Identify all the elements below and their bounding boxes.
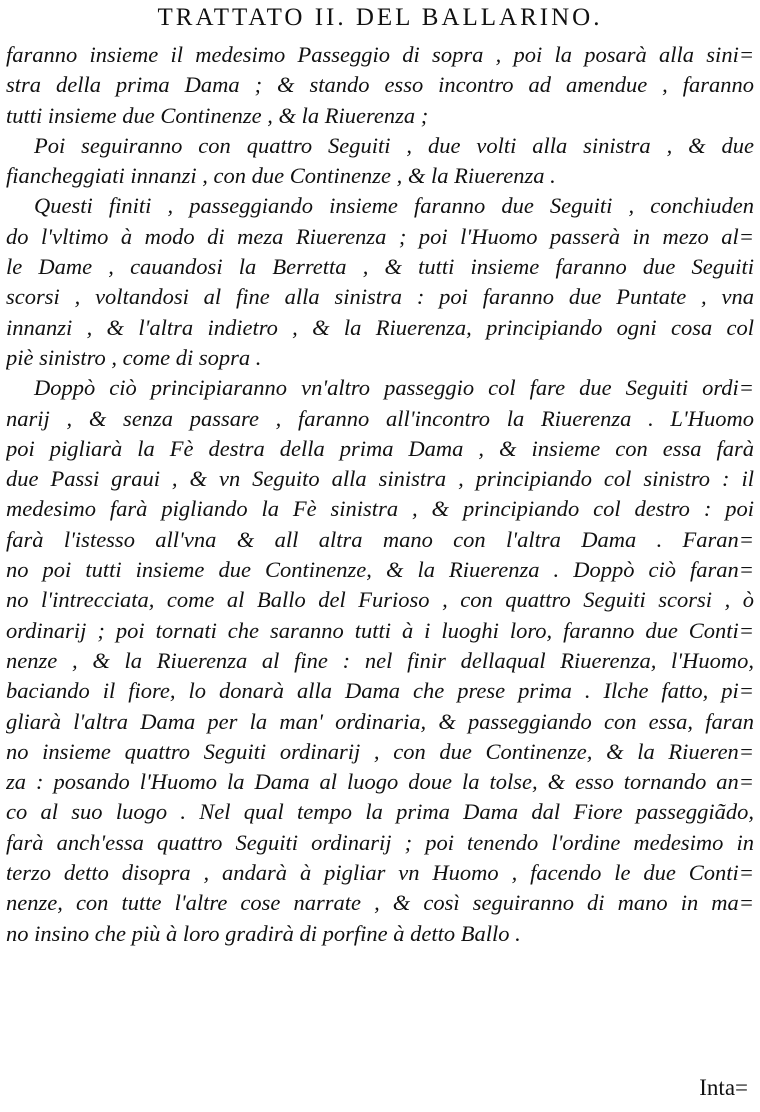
text-line: medesimo farà pigliando la Fè sinistra , & principiando col destro : poi: [6, 496, 754, 522]
text-line: due Passi graui , & vn Seguito alla sinistra , principiando col sinistro : il: [6, 466, 754, 492]
text-line: ordinarij ; poi tornati che saranno tutti à i luoghi loro, faranno due Conti=: [6, 617, 754, 643]
text-line: poi pigliarà la Fè destra della prima Dama , & insieme con essa farà: [6, 435, 754, 461]
text-line: baciando il fiore, lo donarà alla Dama che prese prima . Ilche fatto, pi=: [6, 678, 754, 704]
text-line: terzo detto disopra , andarà à pigliar vn Huomo , facendo le due Conti=: [6, 860, 754, 886]
text-line: nenze, con tutte l'altre cose narrate , & così seguiranno di mano in ma=: [6, 890, 754, 916]
text-line: co al suo luogo . Nel qual tempo la prima Dama dal Fiore passeggiãdo,: [6, 799, 754, 825]
text-line: Questi finiti , passeggiando insieme faranno due Seguiti , conchiuden: [34, 193, 754, 219]
text-line: farà l'istesso all'vna & all altra mano con l'altra Dama . Faran=: [6, 526, 754, 552]
text-line: stra della prima Dama ; & stando esso incontro ad amendue , faranno: [6, 72, 754, 98]
catchword: Inta=: [699, 1075, 748, 1100]
running-header: TRATTATO II. DEL BALLARINO.: [157, 4, 603, 31]
text-line: Poi seguiranno con quattro Seguiti , due volti alla sinistra , & due: [34, 132, 754, 158]
text-line: gliarà l'altra Dama per la man' ordinaria, & passeggiando con essa, faran: [6, 708, 754, 734]
text-line: scorsi , voltandosi al fine alla sinistra : poi faranno due Puntate , vna: [6, 284, 754, 310]
text-line: no l'intrecciata, come al Ballo del Furioso , con quattro Seguiti scorsi , ò: [6, 587, 754, 613]
text-line: narij , & senza passare , faranno all'incontro la Riuerenza . L'Huomo: [6, 405, 754, 431]
text-line: Doppò ciò principiaranno vn'altro passeggio col fare due Seguiti ordi=: [34, 375, 754, 401]
text-line: faranno insieme il medesimo Passeggio di sopra , poi la posarà alla sini=: [6, 42, 754, 67]
text-line: no poi tutti insieme due Continenze, & la Riuerenza . Doppò ciò faran=: [6, 557, 754, 583]
text-line: nenze , & la Riuerenza al fine : nel finir dellaqual Riuerenza, l'Huomo,: [6, 647, 754, 673]
text-line: farà anch'essa quattro Seguiti ordinarij ; poi tenendo l'ordine medesimo in: [6, 829, 754, 855]
text-line: innanzi , & l'altra indietro , & la Riuerenza, principiando ogni cosa col: [6, 314, 754, 340]
text-line: fiancheggiati innanzi , con due Continenze , & la Riuerenza .: [6, 163, 556, 189]
text-line: tutti insieme due Continenze , & la Riuerenza ;: [6, 102, 429, 128]
text-line: do l'vltimo à modo di meza Riuerenza ; poi l'Huomo passerà in mezo al=: [6, 223, 754, 249]
text-block: [6, 40, 754, 949]
text-line: le Dame , cauandosi la Berretta , & tutti insieme faranno due Seguiti: [6, 254, 754, 280]
text-line: no insieme quattro Seguiti ordinarij , con due Continenze, & la Riueren=: [6, 738, 754, 764]
text-line: piè sinistro , come di sopra .: [6, 344, 262, 370]
text-line: za : posando l'Huomo la Dama al luogo doue la tolse, & esso tornando an=: [6, 769, 754, 795]
text-line: no insino che più à loro gradirà di porfine à detto Ballo .: [6, 920, 521, 946]
